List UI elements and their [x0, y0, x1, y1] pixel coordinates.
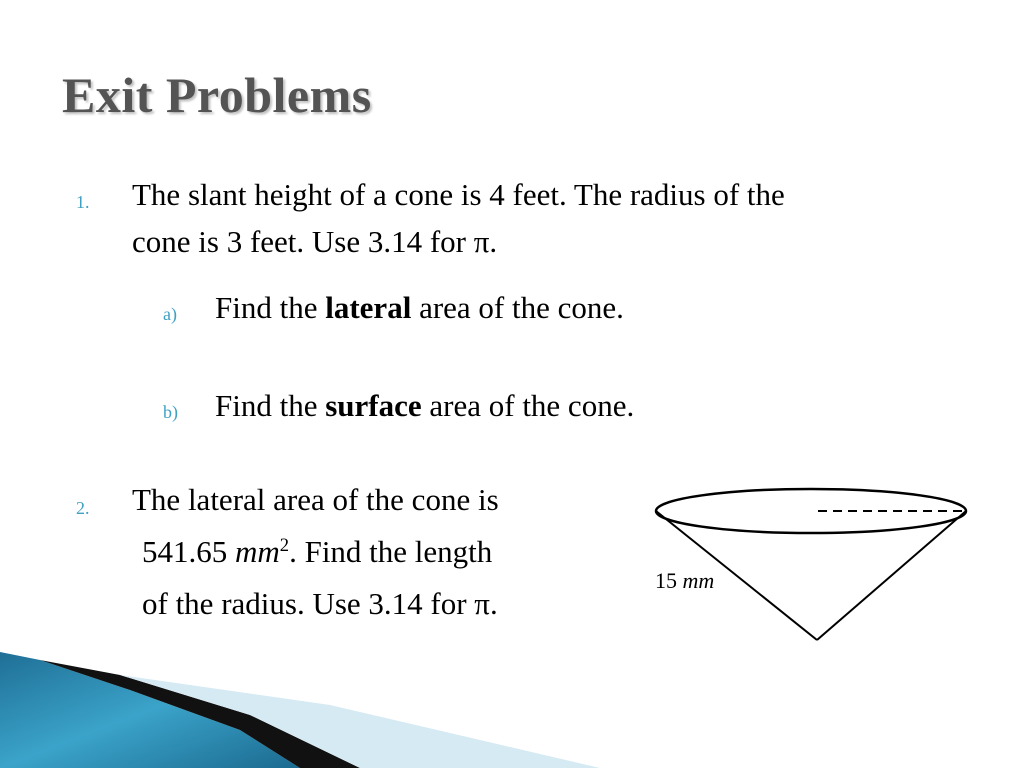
- slant-height-value: 15: [655, 568, 683, 593]
- part-a-text-prefix: Find the: [215, 290, 326, 325]
- part-a-keyword: lateral: [325, 290, 412, 325]
- part-b-marker: b): [163, 402, 178, 422]
- slide-title: Exit Problems: [62, 67, 372, 123]
- problem-2-text-line-3: of the radius. Use 3.14 for π.: [142, 586, 498, 621]
- part-b-text-suffix: area of the cone.: [421, 388, 635, 423]
- problem-2-text-line-1: The lateral area of the cone is: [132, 482, 499, 517]
- problem-1-text-line-1: The slant height of a cone is 4 feet. The radius of the: [132, 177, 785, 212]
- problem-2-text-line-2-rest: . Find the length: [289, 534, 493, 569]
- part-a-text-suffix: area of the cone.: [411, 290, 624, 325]
- lateral-area-exponent: 2: [279, 534, 290, 556]
- slant-height-unit: mm: [682, 568, 715, 593]
- part-b-text-prefix: Find the: [215, 388, 326, 423]
- part-b-keyword: surface: [325, 388, 422, 423]
- problem-1-text-line-2: cone is 3 feet. Use 3.14 for π.: [132, 224, 498, 259]
- lateral-area-unit: mm: [235, 534, 280, 569]
- lateral-area-value: 541.65: [142, 534, 235, 569]
- part-a-marker: a): [163, 304, 177, 324]
- problem-2-number: 2.: [76, 498, 90, 518]
- problem-1-number: 1.: [76, 192, 90, 212]
